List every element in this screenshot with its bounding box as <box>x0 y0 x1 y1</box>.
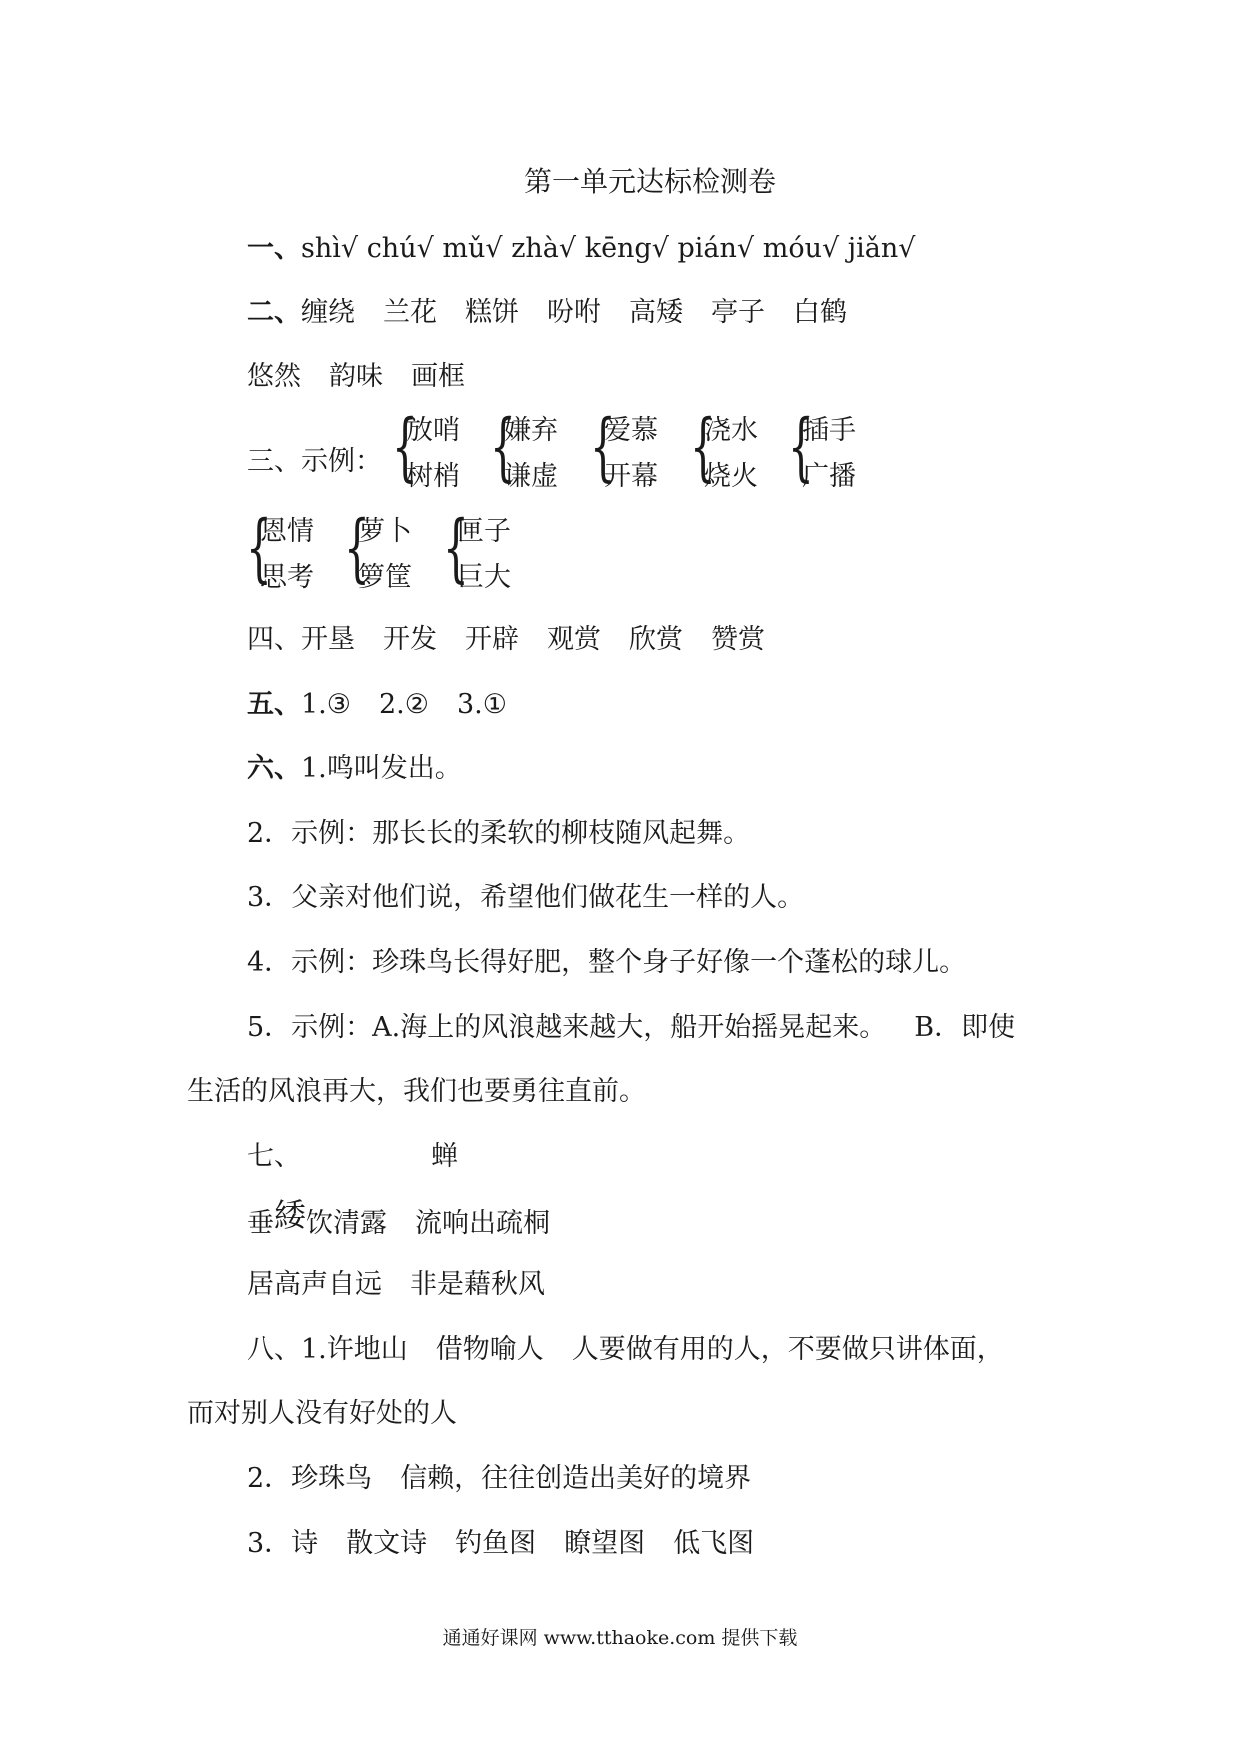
q8-label: 八、 <box>247 1334 301 1365</box>
q2-word: 亭子 <box>711 297 765 328</box>
q8-item3-word: 低飞图 <box>673 1528 755 1559</box>
q8-item3-word: 3．诗 <box>247 1528 319 1559</box>
q2-word: 白鹤 <box>793 297 847 328</box>
q3-label: 三、示例： <box>247 446 382 477</box>
page-title: 第一单元达标检测卷 <box>523 165 776 198</box>
q4-word: 欣赏 <box>629 624 683 655</box>
q8-item3-word: 散文诗 <box>346 1528 428 1559</box>
q2-line2 <box>247 360 465 394</box>
left-brace-icon: { <box>392 404 418 490</box>
poem-char: 垂 <box>247 1208 274 1239</box>
pair-top: 嫌弃 <box>504 415 558 446</box>
pair-bottom: 巨大 <box>457 562 511 593</box>
poem-text: 流响出疏桐 <box>415 1208 551 1239</box>
q6-item1-text: 1.鸣叫发出。 <box>301 753 462 784</box>
q6-label: 六、 <box>247 753 301 784</box>
q8-technique: 借物喻人 <box>435 1334 544 1365</box>
q4-word: 开垦 <box>301 624 355 655</box>
poem-text: 饮清露 <box>306 1208 388 1239</box>
q2-word: 韵味 <box>329 361 383 392</box>
left-brace-icon: { <box>590 404 616 490</box>
q2-word: 缠绕 <box>301 297 355 328</box>
pair-top: 爱慕 <box>604 415 658 446</box>
q7-label: 七、 <box>247 1141 301 1172</box>
q1-answer: jiǎn√ <box>847 233 916 264</box>
pair-bottom: 箩筐 <box>358 562 412 593</box>
q5-line <box>247 688 507 722</box>
q2-word: 画框 <box>411 361 465 392</box>
pair-bottom: 开幕 <box>604 461 658 492</box>
poem-line-1 <box>247 1196 551 1241</box>
q8-item2-a: 2．珍珠鸟 <box>247 1463 373 1494</box>
q4-word: 赞赏 <box>711 624 765 655</box>
pair-top: 浇水 <box>704 415 758 446</box>
q6-item5 <box>247 1011 1015 1045</box>
left-brace-icon: { <box>246 505 272 591</box>
q2-line1 <box>247 296 847 330</box>
q1-answer: mǔ√ <box>442 233 503 264</box>
pair-top: 萝卜 <box>358 516 412 547</box>
pair-bottom: 谦虚 <box>504 461 558 492</box>
q2-word: 吩咐 <box>547 297 601 328</box>
poem-char: 緌 <box>274 1196 307 1234</box>
q2-label: 二、 <box>247 297 301 328</box>
poem-text: 非是藉秋风 <box>410 1269 545 1300</box>
pair-bottom: 烧火 <box>704 461 758 492</box>
pair-bottom: 思考 <box>260 562 314 593</box>
poem-line-2 <box>247 1268 545 1302</box>
q1-line <box>247 232 915 266</box>
q4-word: 开发 <box>383 624 437 655</box>
q4-word: 观赏 <box>547 624 601 655</box>
q1-answer: móu√ <box>762 233 840 264</box>
footer-credit: 通通好课网 www.tthaoke.com 提供下载 <box>442 1627 798 1649</box>
pair-top: 匣子 <box>457 516 511 547</box>
pair-top: 插手 <box>802 415 856 446</box>
q6-item3: 3．父亲对他们说，希望他们做花生一样的人。 <box>247 882 805 913</box>
q6-item5-cont: 生活的风浪再大，我们也要勇往直前。 <box>187 1076 646 1107</box>
pair-bottom: 广播 <box>802 461 856 492</box>
q1-answer: chú√ <box>366 233 434 264</box>
q5-item: 2.② <box>378 689 429 720</box>
q1-label: 一、 <box>247 233 301 264</box>
q6-item1 <box>247 752 462 786</box>
q2-word: 悠然 <box>247 361 301 392</box>
q6-item2: 2．示例：那长长的柔软的柳枝随风起舞。 <box>247 818 751 849</box>
left-brace-icon: { <box>690 404 716 490</box>
q8-item1 <box>247 1333 1004 1367</box>
q4-label: 四、 <box>247 624 301 655</box>
q4-line <box>247 623 765 657</box>
left-brace-icon: { <box>788 404 814 490</box>
q6-item4: 4．示例：珍珠鸟长得好肥，整个身子好像一个蓬松的球儿。 <box>247 947 967 978</box>
q8-author: 1.许地山 <box>301 1334 408 1365</box>
pair-top: 恩情 <box>260 516 314 547</box>
q6-item5-text: 5．示例：A.海上的风浪越来越大，船开始摇晃起来。 <box>247 1012 887 1043</box>
q8-item2 <box>247 1462 751 1496</box>
q8-item3 <box>247 1527 754 1561</box>
pair-top: 放哨 <box>406 415 460 446</box>
q2-word: 糕饼 <box>465 297 519 328</box>
q4-word: 开辟 <box>465 624 519 655</box>
left-brace-icon: { <box>443 505 469 591</box>
q2-word: 高矮 <box>629 297 683 328</box>
q8-item3-word: 钓鱼图 <box>455 1528 537 1559</box>
q7-header <box>247 1140 458 1174</box>
q2-word: 兰花 <box>383 297 437 328</box>
q1-answer: zhà√ <box>511 233 577 264</box>
q5-item: 3.① <box>456 689 507 720</box>
left-brace-icon: { <box>490 404 516 490</box>
q6-item5-b: B．即使 <box>914 1012 1016 1043</box>
q5-item: 1.③ <box>301 689 351 720</box>
left-brace-icon: { <box>344 505 370 591</box>
q8-item3-word: 瞭望图 <box>564 1528 646 1559</box>
pair-bottom: 树梢 <box>406 461 460 492</box>
q1-answer: shì√ <box>301 233 359 264</box>
q5-label: 五、 <box>247 689 301 720</box>
q1-answer: pián√ <box>677 233 755 264</box>
q8-item1-cont: 而对别人没有好处的人 <box>187 1398 457 1429</box>
poem-title: 蝉 <box>431 1141 458 1172</box>
q1-answer: kēng√ <box>584 233 669 264</box>
q8-item2-b: 信赖，往往创造出美好的境界 <box>400 1463 752 1494</box>
q8-theme: 人要做有用的人，不要做只讲体面， <box>571 1334 1004 1365</box>
poem-text: 居高声自远 <box>247 1269 382 1300</box>
